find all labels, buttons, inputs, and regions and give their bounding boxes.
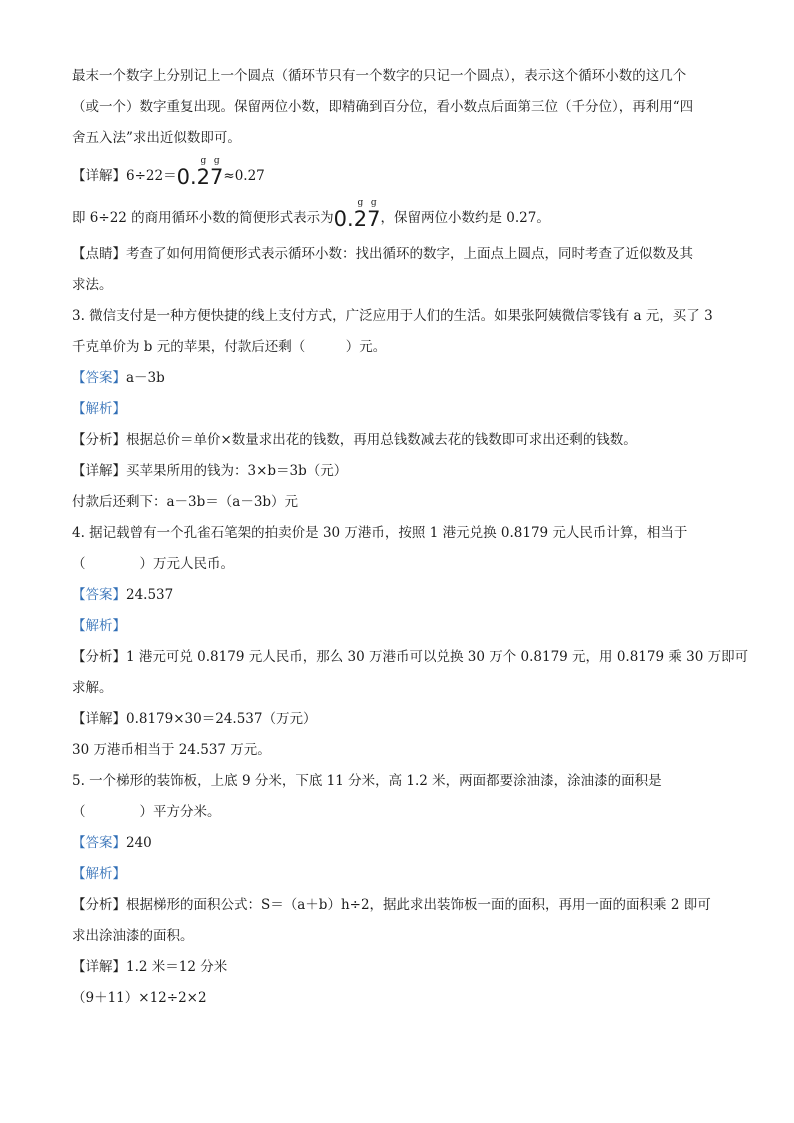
analysis-tag: 【分析】 xyxy=(72,432,126,448)
answer-text: a－3b xyxy=(126,370,165,386)
answer-line xyxy=(72,585,732,605)
question-line: （ ）万元人民币。 xyxy=(72,556,234,572)
repeat-dot-mark: g xyxy=(200,156,207,166)
analysis-tag: 【分析】 xyxy=(72,897,126,913)
analysis-text: 根据总价＝单价×数量求出花的钱数，再用总钱数减去花的钱数即可求出还剩的钱数。 xyxy=(126,432,637,448)
analysis-line xyxy=(72,864,732,884)
comment-line xyxy=(72,244,732,264)
analysis-line xyxy=(72,647,749,667)
detail-tag: 【详解】 xyxy=(72,711,126,727)
repeat-dot-mark: g xyxy=(213,156,220,166)
answer-tag: 【答案】 xyxy=(72,587,126,603)
paragraph-line: 30 万港币相当于 24.537 万元。 xyxy=(72,742,271,758)
analysis-tag: 【解析】 xyxy=(72,866,126,882)
answer-line xyxy=(72,368,732,388)
expression-text: 即 6÷22 的商用循环小数的简便形式表示为 xyxy=(72,210,334,226)
detail-text: 0.8179×30＝24.537（万元） xyxy=(126,711,317,727)
repeating-digit xyxy=(210,156,224,189)
detail-tag: 【详解】 xyxy=(72,959,126,975)
comment-text: 考查了如何用简便形式表示循环小数：找出循环的数字，上面点上圆点，同时考查了近似数及其 xyxy=(126,246,693,262)
repeating-digit-value: 2 xyxy=(353,207,368,231)
paragraph-line: （或一个）数字重复出现。保留两位小数，即精确到百分位，看小数点后面第三位（千分位），再利用“四 xyxy=(72,99,694,115)
repeating-digit-value: 7 xyxy=(367,207,381,231)
analysis-line xyxy=(72,430,732,450)
detail-tag: 【详解】 xyxy=(72,463,126,479)
paragraph-line: （9＋11）×12÷2×2 xyxy=(72,990,207,1006)
analysis-line xyxy=(72,895,732,915)
repeating-digit xyxy=(353,198,368,231)
analysis-tag: 【解析】 xyxy=(72,401,126,417)
question-line: 5. 一个梯形的装饰板，上底 9 分米，下底 11 分米，高 1.2 米，两面都要涂油漆，涂油漆的面积是 xyxy=(72,773,662,789)
detail-tag: 【详解】 xyxy=(72,168,126,184)
analysis-text: 1 港元可兑 0.8179 元人民币，那么 30 万港币可以兑换 30 万个 0.8179 元，用 0.8179 乘 30 万即可 xyxy=(126,649,749,665)
analysis-line xyxy=(72,616,732,636)
expression-text: 6÷22＝ xyxy=(126,168,177,184)
comment-tag: 【点睛】 xyxy=(72,246,126,262)
detail-line xyxy=(72,461,732,481)
analysis-line xyxy=(72,399,732,419)
expression-text: ，保留两位小数约是 0.27。 xyxy=(380,210,550,226)
paragraph-line: 舍五入法”求出近似数即可。 xyxy=(72,130,241,146)
question-line: 4. 据记载曾有一个孔雀石笔架的拍卖价是 30 万港币，按照 1 港元兑换 0.8179 元人民币计算，相当于 xyxy=(72,525,688,541)
decimal-integer-part: 0. xyxy=(333,207,354,231)
analysis-tag: 【分析】 xyxy=(72,649,126,665)
repeating-digit xyxy=(196,156,211,189)
question-line: 3. 微信支付是一种方便快捷的线上支付方式，广泛应用于人们的生活。如果张阿姨微信零钱有 a 元，买了 3 xyxy=(72,308,713,324)
question-line: （ ）平方分米。 xyxy=(72,804,221,820)
repeating-digit xyxy=(367,198,381,231)
paragraph-line xyxy=(72,198,732,231)
detail-line xyxy=(72,709,732,729)
paragraph-line: 求解。 xyxy=(72,680,113,696)
repeat-dot-mark: g xyxy=(357,198,364,208)
paragraph-line: 求出涂油漆的面积。 xyxy=(72,928,194,944)
paragraph-line: 付款后还剩下：a－3b＝（a－3b）元 xyxy=(72,494,299,510)
analysis-tag: 【解析】 xyxy=(72,618,126,634)
answer-tag: 【答案】 xyxy=(72,370,126,386)
detail-text: 买苹果所用的钱为：3×b＝3b（元） xyxy=(126,463,348,479)
question-line: 千克单价为 b 元的苹果，付款后还剩（ ）元。 xyxy=(72,339,387,355)
expression-text: ≈0.27 xyxy=(223,168,265,184)
detail-line xyxy=(72,957,732,977)
detail-text: 1.2 米＝12 分米 xyxy=(126,959,228,975)
analysis-text: 根据梯形的面积公式：S＝（a＋b）h÷2，据此求出装饰板一面的面积，再用一面的面积乘 2 即可 xyxy=(126,897,711,913)
decimal-integer-part: 0. xyxy=(176,165,197,189)
answer-text: 240 xyxy=(126,835,152,851)
answer-line xyxy=(72,833,732,853)
paragraph-line: 最末一个数字上分别记上一个圆点（循环节只有一个数字的只记一个圆点），表示这个循环小数的这几个 xyxy=(72,68,687,84)
repeating-digit-value: 7 xyxy=(210,165,224,189)
detail-line xyxy=(72,156,732,189)
answer-text: 24.537 xyxy=(126,587,174,603)
paragraph-line: 求法。 xyxy=(72,277,113,293)
repeating-digit-value: 2 xyxy=(196,165,211,189)
answer-tag: 【答案】 xyxy=(72,835,126,851)
repeat-dot-mark: g xyxy=(370,198,377,208)
